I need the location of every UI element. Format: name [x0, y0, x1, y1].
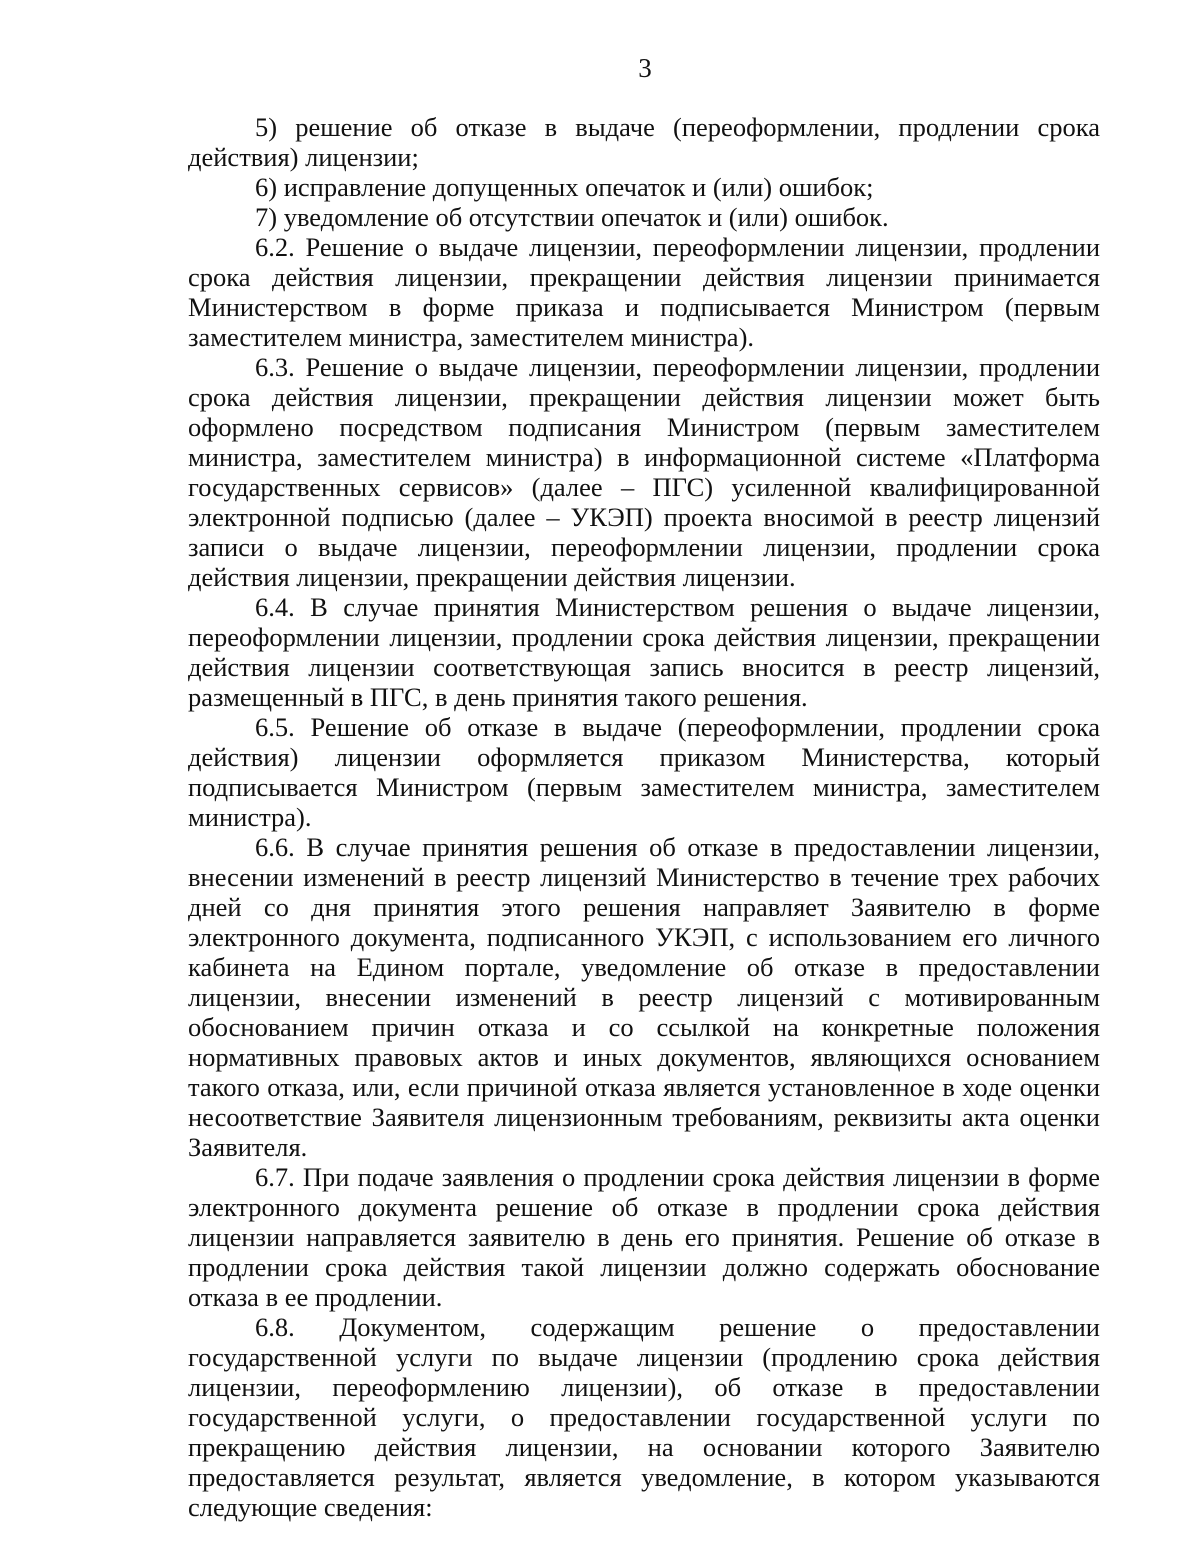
- paragraph-6-8: 6.8. Документом, содержащим решение о предоставлении государственной услуги по выдаче лицензии (продлению срока действия лицензии, переоформлению лицензии), об отказе в предоставлении государственной услуги, о предоставлении государственной услуги по прекращению действия лицензии, на основании которого Заявителю предоставляется результат, является уведомление, в котором указываются следующие сведения:: [188, 1312, 1100, 1522]
- paragraph-item-6: 6) исправление допущенных опечаток и (или) ошибок;: [255, 172, 874, 202]
- paragraph-item-5: 5) решение об отказе в выдаче (переоформлении, продлении срока действия) лицензии;: [188, 112, 1100, 172]
- paragraph-6-5: 6.5. Решение об отказе в выдаче (переоформлении, продлении срока действия) лицензии оформляется приказом Министерства, который подписывается Министром (первым заместителем министра, заместителем министра).: [188, 712, 1100, 832]
- page-number: 3: [638, 53, 652, 83]
- paragraph-6-4: 6.4. В случае принятия Министерством решения о выдаче лицензии, переоформлении лицензии, продлении срока действия лицензии, прекращении действия лицензии соответствующая запись вносится в реестр лицензий, размещенный в ПГС, в день принятия такого решения.: [188, 592, 1100, 712]
- paragraph-6-7: 6.7. При подаче заявления о продлении срока действия лицензии в форме электронного документа решение об отказе в продлении срока действия лицензии направляется заявителю в день его принятия. Решение об отказе в продлении срока действия такой лицензии должно содержать обоснование отказа в ее продлении.: [188, 1162, 1100, 1312]
- paragraph-item-7: 7) уведомление об отсутствии опечаток и (или) ошибок.: [255, 202, 889, 232]
- paragraph-6-6: 6.6. В случае принятия решения об отказе в предоставлении лицензии, внесении изменений в реестр лицензий Министерство в течение трех рабочих дней со дня принятия этого решения направляет Заявителю в форме электронного документа, подписанного УКЭП, с использованием его личного кабинета на Едином портале, уведомление об отказе в предоставлении лицензии, внесении изменений в реестр лицензий с мотивированным обоснованием причин отказа и со ссылкой на конкретные положения нормативных правовых актов и иных документов, являющихся основанием такого отказа, или, если причиной отказа является установленное в ходе оценки несоответствие Заявителя лицензионным требованиям, реквизиты акта оценки Заявителя.: [188, 832, 1100, 1162]
- paragraph-6-3: 6.3. Решение о выдаче лицензии, переоформлении лицензии, продлении срока действия лицензии, прекращении действия лицензии может быть оформлено посредством подписания Министром (первым заместителем министра, заместителем министра) в информационной системе «Платформа государственных сервисов» (далее – ПГС) усиленной квалифицированной электронной подписью (далее – УКЭП) проекта вносимой в реестр лицензий записи о выдаче лицензии, переоформлении лицензии, продлении срока действия лицензии, прекращении действия лицензии.: [188, 352, 1100, 592]
- document-body: [188, 112, 1100, 1522]
- paragraph-6-2: 6.2. Решение о выдаче лицензии, переоформлении лицензии, продлении срока действия лицензии, прекращении действия лицензии принимается Министерством в форме приказа и подписывается Министром (первым заместителем министра, заместителем министра).: [188, 232, 1100, 352]
